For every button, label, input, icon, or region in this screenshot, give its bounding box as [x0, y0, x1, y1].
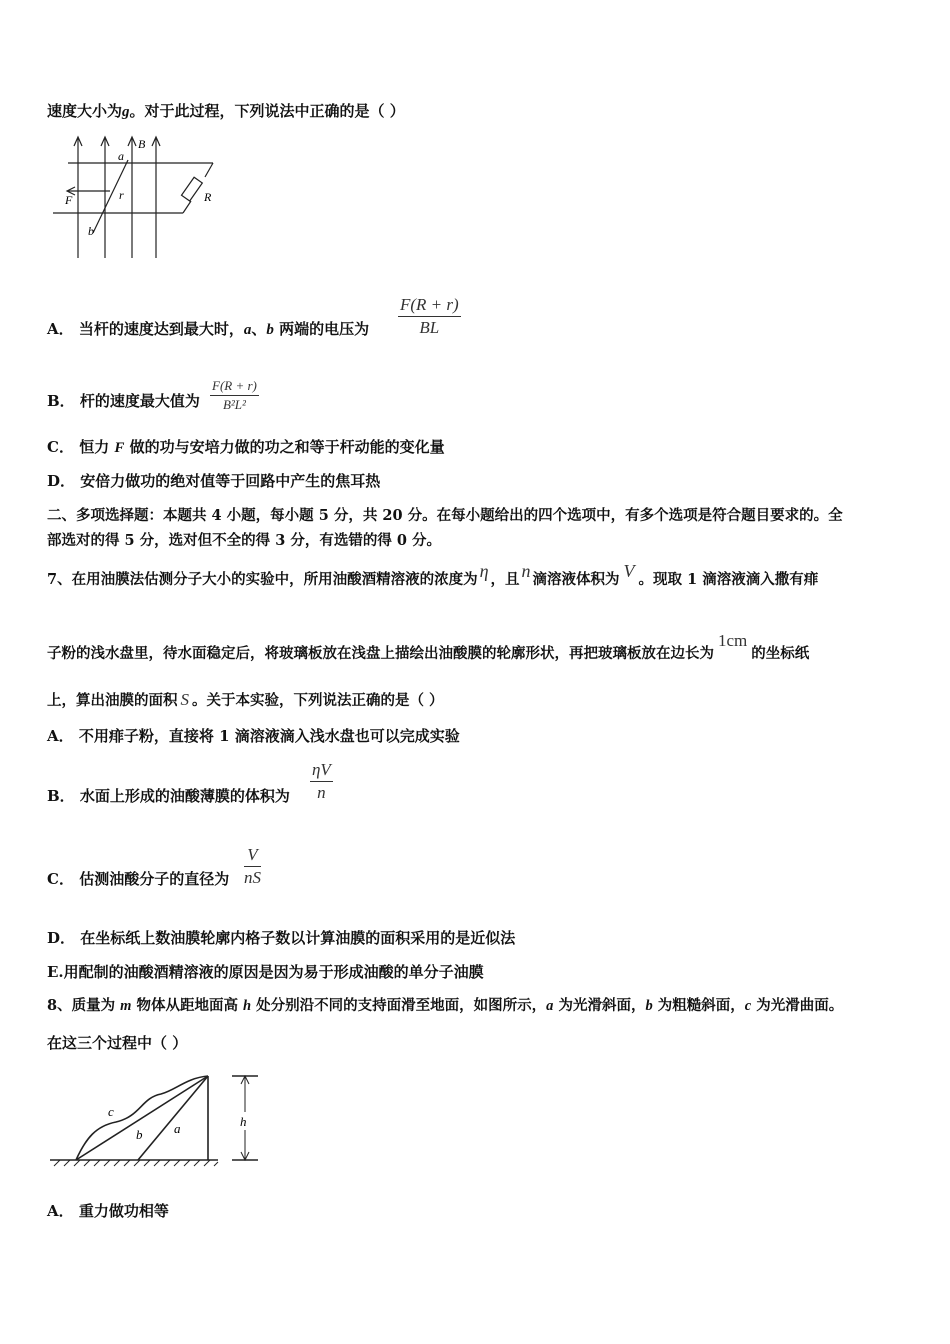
q7-option-a: A． 不用痱子粉，直接将 1 滴溶液滴入浅水盘也可以完成实验 — [47, 727, 460, 745]
q6-option-a: A． 当杆的速度达到最大时，a、b 两端的电压为 — [47, 320, 370, 338]
q6b-fraction: $\frac{F(R + r)}{\text{B²L²}}$ — [212, 378, 257, 412]
label-b: b — [88, 224, 94, 238]
label-F: F — [65, 193, 73, 207]
q7-stem-line1: 7、在用油膜法估测分子大小的实验中，所用油酸酒精溶液的浓度为 η ，且 n 滴溶液体积为 V 。现取 1 滴溶液滴入撒有痱 — [47, 561, 819, 588]
q8-option-a: A． 重力做功相等 — [47, 1202, 169, 1220]
label-a: a — [118, 149, 124, 163]
q7-option-e: E.用配制的油酸酒精溶液的原因是因为易于形成油酸的单分子油膜 — [47, 963, 484, 981]
rail-circuit-diagram — [48, 133, 223, 261]
label-B: B — [138, 137, 146, 151]
q7-option-c: C． 估测油酸分子的直径为 — [47, 870, 230, 888]
q6-option-d: D． 安倍力做功的绝对值等于回路中产生的焦耳热 — [47, 472, 381, 490]
q7-option-d: D． 在坐标纸上数油膜轮廓内格子数以计算油膜的面积采用的是近似法 — [47, 929, 516, 947]
q6-stem: 速度大小为g。对于此过程，下列说法中正确的是（ ） — [47, 102, 405, 120]
q8-stem-line1: 8、质量为 m 物体从距地面高 h 处分别沿不同的支持面滑至地面，如图所示，a 为光滑斜面，b 为粗糙斜面，c 为光滑曲面。 — [47, 997, 844, 1014]
q7c-fraction: $\frac{V}{nS}$ — [244, 845, 261, 887]
q6a-fraction: $\frac{F(R + r)}{BL}$ — [400, 295, 459, 337]
q6-option-b: B． 杆的速度最大值为 — [47, 392, 200, 410]
slopes-diagram — [46, 1068, 274, 1174]
q7-option-b: B． 水面上形成的油酸薄膜的体积为 — [47, 787, 290, 805]
label-c: c — [108, 1104, 114, 1119]
label-r: r — [119, 188, 124, 202]
label-R: R — [204, 190, 212, 204]
q7b-fraction: $\frac{\eta V}{n}$ — [312, 760, 331, 802]
label-a: a — [174, 1121, 181, 1136]
q7-stem-line2: 子粉的浅水盘里，待水面稳定后，将玻璃板放在浅盘上描绘出油酸膜的轮廓形状，再把玻璃板放在边长为1cm的坐标纸 — [47, 631, 810, 662]
q7-stem-line3: 上，算出油膜的面积 S 。关于本实验，下列说法正确的是（ ） — [47, 690, 444, 709]
q8-stem-line2: 在这三个过程中（ ） — [47, 1034, 188, 1052]
q6-option-c: C． 恒力 F 做的功与安培力做的功之和等于杆动能的变化量 — [47, 438, 445, 456]
label-b: b — [136, 1127, 143, 1142]
section2-line2: 部选对的得 5 分，选对但不全的得 3 分，有选错的得 0 分。 — [47, 532, 442, 549]
label-h: h — [240, 1114, 247, 1129]
section2-line1: 二、多项选择题：本题共 4 小题，每小题 5 分，共 20 分。在每小题给出的四个选项中，有多个选项是符合题目要求的。全 — [47, 507, 843, 524]
